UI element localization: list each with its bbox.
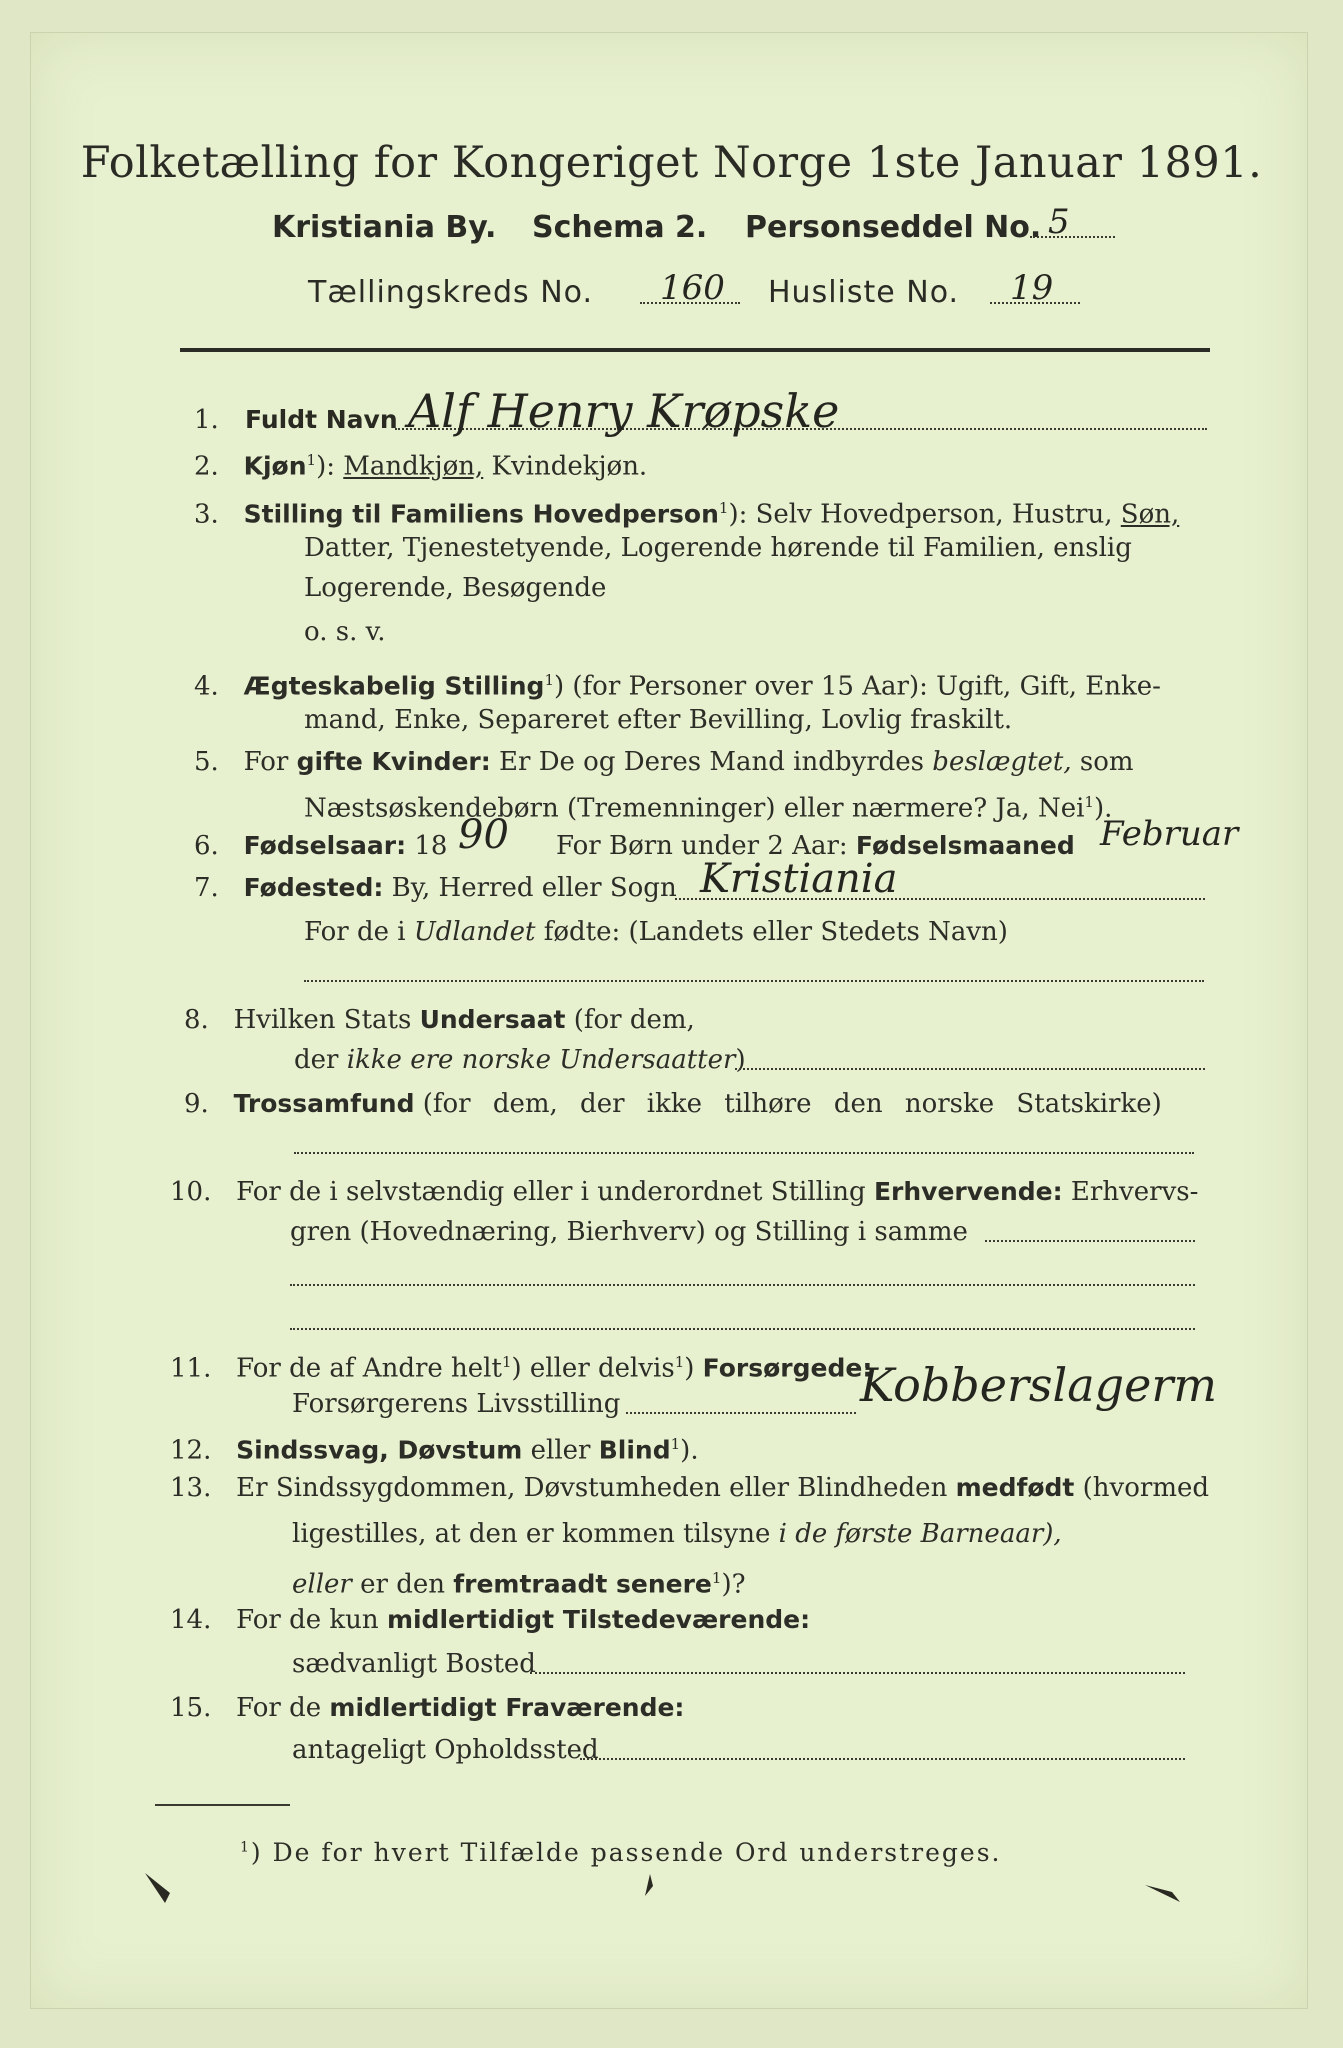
q2-option-female: Kvindekjøn.: [491, 451, 648, 482]
q15-label: midlertidigt Fraværende:: [329, 1693, 685, 1722]
pen-mark-right: [1140, 1880, 1190, 1910]
q10-dots-2: [290, 1284, 1195, 1286]
footnote-rule: [155, 1804, 290, 1806]
q8-text-b3: ): [735, 1045, 746, 1075]
q5-text-b: Næstsøskendebørn (Tremenninger) eller nærmere? Ja, Nei: [304, 793, 1085, 824]
q12-text-end: ).: [680, 1435, 699, 1466]
q8-number: 8.: [184, 1005, 209, 1035]
q7-text-a: By, Herred eller Sogn: [391, 873, 677, 903]
q14-number: 14.: [170, 1605, 212, 1635]
q6-year-prefix: 18: [414, 831, 448, 861]
q7-abroad-dots: [304, 980, 1204, 982]
pen-mark-left: [140, 1868, 190, 1908]
q3-text-b: Datter, Tjenestetyende, Logerende hørende til Familien, enslig: [304, 533, 1132, 563]
q9-label: Trossamfund: [233, 1089, 415, 1118]
q11-text-b: Forsørgerens Livsstilling: [292, 1389, 621, 1419]
q11-text-a: For de af Andre helt: [236, 1353, 502, 1384]
q15-text-b: antageligt Opholdssted: [292, 1735, 599, 1765]
q1-name-answer: Alf Henry Krøpske: [408, 384, 840, 438]
q14-label: midlertidigt Tilstedeværende:: [386, 1605, 811, 1634]
q14-text-a: For de kun: [236, 1605, 379, 1635]
q10-text-b: gren (Hovednæring, Bierhverv) og Stilling i samme: [290, 1217, 968, 1247]
form-title: Folketælling for Kongeriget Norge 1ste Januar 1891.: [80, 138, 1263, 188]
kreds-number: 160: [660, 268, 725, 308]
q10-text-a2: Erhvervs-: [1070, 1177, 1199, 1207]
q9-text: (for dem, der ikke tilhøre den norske Statskirke): [422, 1089, 1162, 1119]
q11-provider-answer: Kobberslagerm: [860, 1358, 1217, 1412]
footnote-mark: 1: [240, 1839, 251, 1856]
header-schema: Schema 2.: [532, 210, 708, 245]
q15-dots: [580, 1758, 1185, 1760]
q2-footnote-mark: 1: [306, 451, 317, 469]
q15-number: 15.: [170, 1693, 212, 1723]
q9-number: 9.: [184, 1089, 209, 1119]
q11-number: 11.: [170, 1353, 212, 1384]
q8-dots: [735, 1068, 1205, 1070]
q3-number: 3.: [194, 499, 219, 530]
pen-mark-center: [635, 1872, 665, 1902]
q13-number: 13.: [170, 1473, 212, 1503]
q15-text-a: For de: [236, 1693, 322, 1723]
q13-label-later: fremtraadt senere: [453, 1569, 712, 1599]
q11-text-a3: ): [684, 1353, 695, 1384]
personseddel-dots: [1030, 236, 1115, 238]
q13-text-c2: er den: [360, 1569, 445, 1600]
q13-text-b2: i de første Barneaar),: [778, 1519, 1062, 1549]
q7-text-b3: fødte: (Landets eller Stedets Navn): [543, 917, 1008, 947]
q10-label: Erhvervende:: [873, 1177, 1063, 1206]
q11-dots: [626, 1412, 856, 1414]
header-kreds-label: Tællingskreds No.: [308, 275, 593, 310]
q13-text-b1: ligestilles, at den er kommen tilsyne: [292, 1519, 771, 1549]
q5-text-a3: beslægtet,: [932, 747, 1072, 777]
q13-text-a2: (hvormed: [1082, 1473, 1209, 1503]
q6-number: 6.: [194, 831, 219, 861]
q3-option-son: Søn,: [1120, 499, 1180, 530]
header-rule: [180, 348, 1210, 352]
q8-text-b1: der: [294, 1045, 339, 1075]
q14-text-b: sædvanligt Bosted: [292, 1649, 536, 1679]
q7-text-b2: Udlandet: [413, 917, 536, 947]
q10-text-a: For de i selvstændig eller i underordnet Stilling: [236, 1177, 866, 1207]
q4-number: 4.: [194, 671, 219, 702]
q10-dots-3: [290, 1328, 1195, 1330]
q6-label-month: Fødselsmaaned: [855, 831, 1075, 860]
q12-label-blind: Blind: [598, 1435, 671, 1465]
q4-text-a: ) (for Personer over 15 Aar): Ugift, Gift, Enke-: [553, 671, 1161, 702]
q8-text-a2: (for dem,: [573, 1005, 695, 1035]
q13-text-c1: eller: [292, 1569, 352, 1600]
q1-number: 1.: [194, 405, 219, 435]
q9-dots: [294, 1152, 1194, 1154]
q7-place-answer: Kristiania: [700, 856, 898, 902]
q6-year-answer: 90: [458, 812, 509, 858]
personseddel-number: 5: [1048, 202, 1070, 242]
q10-number: 10.: [170, 1177, 212, 1207]
q13-text-c3: )?: [721, 1569, 746, 1600]
q3-text-d: o. s. v.: [304, 617, 386, 647]
q3-text-a: ): Selv Hovedperson, Hustru,: [728, 499, 1113, 530]
q5-text-a1: For: [243, 747, 289, 777]
q3-label: Stilling til Familiens Hovedperson: [243, 499, 719, 529]
q2-text: ):: [316, 451, 335, 482]
q6-text-mid: For Børn under 2 Aar:: [556, 831, 848, 861]
q12-label: Sindssvag, Døvstum: [236, 1435, 523, 1465]
q10-dots-1: [985, 1240, 1195, 1242]
q5-number: 5.: [194, 747, 219, 777]
husliste-number: 19: [1010, 268, 1054, 308]
q2-number: 2.: [194, 451, 219, 482]
q6-month-answer: Februar: [1100, 814, 1239, 854]
q5-label: gifte Kvinder:: [296, 747, 491, 776]
q8-text-a1: Hvilken Stats: [233, 1005, 412, 1035]
q14-dots: [530, 1672, 1185, 1674]
q4-text-b: mand, Enke, Separeret efter Bevilling, Lovlig fraskilt.: [304, 705, 1013, 735]
q5-text-a4: som: [1079, 747, 1134, 777]
q11-label: Forsørgede:: [702, 1353, 873, 1383]
header-city: Kristiania By.: [272, 210, 497, 245]
q8-label: Undersaat: [419, 1005, 566, 1034]
q8-text-b2: ikke ere norske Undersaatter: [346, 1045, 736, 1075]
header-husliste-label: Husliste No.: [768, 275, 960, 310]
q5-text-b-end: ).: [1093, 793, 1113, 824]
q2-label: Kjøn: [243, 451, 307, 481]
q12-text-mid: eller: [530, 1435, 591, 1466]
header-personseddel-label: Personseddel No.: [745, 210, 1042, 245]
q13-label: medfødt: [955, 1473, 1075, 1502]
q7-number: 7.: [194, 873, 219, 903]
q5-text-a2: Er De og Deres Mand indbyrdes: [499, 747, 925, 777]
q6-label: Fødselsaar:: [243, 831, 407, 860]
q4-label: Ægteskabelig Stilling: [243, 671, 545, 701]
q2-option-male: Mandkjøn,: [343, 451, 484, 482]
q7-label: Fødested:: [243, 873, 384, 902]
footnote-text: ) De for hvert Tilfælde passende Ord understreges.: [250, 1838, 1002, 1867]
q3-text-c: Logerende, Besøgende: [304, 573, 607, 603]
q1-label: Fuldt Navn: [245, 405, 398, 434]
q11-text-a2: ) eller delvis: [511, 1353, 675, 1384]
q12-number: 12.: [170, 1435, 212, 1466]
q13-text-a: Er Sindssygdommen, Døvstumheden eller Blindheden: [236, 1473, 948, 1503]
q7-text-b1: For de i: [304, 917, 406, 947]
